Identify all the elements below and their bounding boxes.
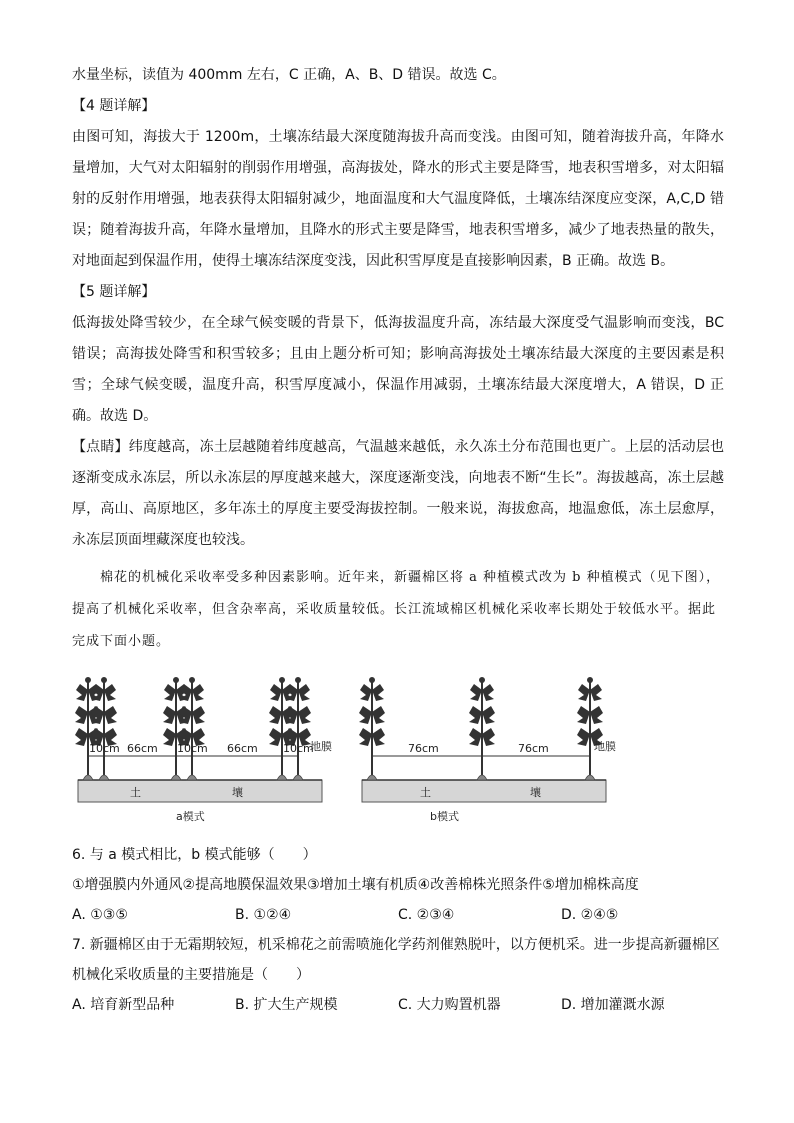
dim-76cm-1: 76cm [408, 742, 439, 755]
option-a[interactable]: A. 培育新型品种 [72, 997, 175, 1013]
question-7-stem: 7. 新疆棉区由于无霜期较短，机采棉花之前需喷施化学药剂催熟脱叶，以方便机采。进一步提高新疆棉区机械化采收质量的主要措施是（ ） [72, 937, 720, 983]
dim-76cm-2: 76cm [518, 742, 549, 755]
question-7-options [72, 990, 724, 1020]
option-b[interactable]: B. 扩大生产规模 [235, 997, 338, 1013]
option-c[interactable]: C. 大力购置机器 [398, 997, 501, 1013]
question-6-items: ①增强膜内外通风②提高地膜保温效果③增加土壤有机质④改善棉株光照条件⑤增加棉株高度 [72, 877, 639, 893]
page-content [72, 60, 724, 1020]
soil-char-2-a: 壤 [232, 786, 243, 799]
option-d[interactable]: D. 增加灌溉水源 [561, 997, 665, 1013]
explanation-q4: 由图可知，海拔大于 1200m，土壤冻结最大深度随海拔升高而变浅。由图可知，随着海拔升高，年降水量增加，大气对太阳辐射的削弱作用增强，高海拔处，降水的形式主要是降雪，地表积雪增多，对太阳辐射的反射作用增强，地表获得太阳辐射减少，地面温度和大气温度降低，土壤冻结深度应变深，A,C,D 错误；随着海拔升高，年降水量增加，且降水的形式主要是降雪，地表积雪增多，减少了地表热量的散失，对地面起到保温作用，使得土壤冻结深度变浅，因此积雪厚度是直接影响因素，B 正确。故选 B。 [72, 129, 724, 269]
dim-10cm-1: 10cm [89, 742, 120, 755]
question-6-stem: 6. 与 a 模式相比，b 模式能够（ ） [72, 847, 317, 863]
answer-line: 水量坐标，读值为 400mm 左右，C 正确，A、B、D 错误。故选 C。 [72, 67, 506, 83]
planting-diagram [72, 670, 724, 830]
dim-10cm-2: 10cm [177, 742, 208, 755]
question-6 [72, 840, 724, 930]
dim-66cm-2: 66cm [227, 742, 258, 755]
dim-10cm-3: 10cm [283, 742, 314, 755]
question-7 [72, 930, 724, 1020]
mode-b-diagram [359, 677, 616, 823]
planting-mode-figure [72, 670, 724, 830]
caption-a: a模式 [176, 810, 205, 823]
dim-66cm-1: 66cm [127, 742, 158, 755]
soil-char-1-a: 土 [130, 786, 141, 799]
soil-char-2-b: 壤 [530, 786, 541, 799]
key-point-paragraph: 【点睛】纬度越高，冻土层越随着纬度越高，气温越来越低，永久冻土分布范围也更广。上层的活动层也逐渐变成永冻层，所以永冻层的厚度越来越大，深度逐渐变浅，向地表不断“生长”。海拔越高，冻土层越厚，高山、高原地区，多年冻土的厚度主要受海拔控制。一般来说，海拔愈高，地温愈低，冻土层愈厚，永冻层顶面埋藏深度也较浅。 [72, 439, 724, 548]
question-6-options [72, 900, 724, 930]
mulch-label-b: 地膜 [594, 740, 616, 753]
mulch-label-a: 地膜 [310, 740, 332, 753]
option-b[interactable]: B. ①②④ [235, 907, 292, 923]
option-c[interactable]: C. ②③④ [398, 907, 455, 923]
option-d[interactable]: D. ②④⑤ [561, 907, 619, 923]
section-heading-q4: 【4 题详解】 [72, 98, 156, 114]
caption-b: b模式 [430, 810, 459, 823]
section-heading-q5: 【5 题详解】 [72, 284, 156, 300]
soil-char-1-b: 土 [420, 786, 431, 799]
material-paragraph: 棉花的机械化采收率受多种因素影响。近年来，新疆棉区将 a 种植模式改为 b 种植模式（见下图），提高了机械化采收率，但含杂率高，采收质量较低。长江流域棉区机械化采收率长期处于较低水平。据此完成下面小题。 [72, 570, 721, 649]
mode-a-diagram [75, 677, 332, 823]
explanation-q5: 低海拔处降雪较少，在全球气候变暖的背景下，低海拔温度升高，冻结最大深度受气温影响而变浅，BC 错误；高海拔处降雪和积雪较多；且由上题分析可知；影响高海拔处土壤冻结最大深度的主要因素是积雪；全球气候变暖，温度升高，积雪厚度减小，保温作用减弱，土壤冻结最大深度增大，A 错误，D 正确。故选 D。 [72, 315, 724, 424]
option-a[interactable]: A. ①③⑤ [72, 907, 128, 923]
